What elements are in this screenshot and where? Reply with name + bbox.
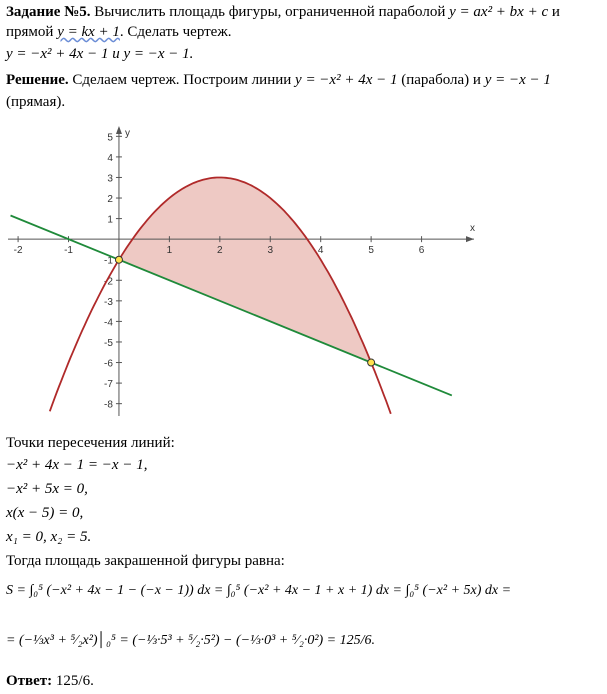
y-axis-arrow bbox=[116, 126, 122, 134]
x-tick-label: 4 bbox=[317, 245, 324, 257]
task-label: Задание №5. bbox=[6, 4, 91, 20]
x-axis-arrow bbox=[466, 236, 474, 242]
shaded-area bbox=[119, 178, 371, 363]
x-tick-label: -1 bbox=[64, 245, 73, 257]
points-eq2: −x² + 5x = 0, bbox=[6, 481, 88, 497]
points-eq3: x(x − 5) = 0, bbox=[6, 505, 84, 521]
solution-line: y = −x − 1 bbox=[484, 72, 551, 88]
solution-line-1 bbox=[6, 70, 551, 90]
y-tick-label: -1 bbox=[104, 255, 113, 267]
y-tick-label: -8 bbox=[104, 399, 113, 411]
function-graph bbox=[0, 120, 480, 420]
y-tick-label: -6 bbox=[104, 358, 113, 370]
area-formula-2: = (−⅓x³ + ⁵⁄₂x²)│₀⁵ = (−⅓·5³ + ⁵⁄₂·5²) − (−⅓·0³ + ⁵⁄₂·0²) = 125/6. bbox=[6, 633, 376, 648]
points-title: Точки пересечения линий: bbox=[6, 435, 175, 451]
task-text-b: и bbox=[548, 4, 560, 20]
y-tick-label: 1 bbox=[107, 214, 113, 226]
solution-text-b: (парабола) и bbox=[397, 72, 485, 88]
y-tick-label: -2 bbox=[104, 276, 113, 288]
task-text-c: прямой bbox=[6, 24, 58, 40]
y-tick-label: 3 bbox=[107, 173, 113, 185]
x-tick-label: 5 bbox=[368, 245, 374, 257]
x-tick-label: 3 bbox=[267, 245, 274, 257]
area-title: Тогда площадь закрашенной фигуры равна: bbox=[6, 553, 285, 569]
solution-text-a: Сделаем чертеж. Построим линии bbox=[68, 72, 296, 88]
y-axis-label: y bbox=[124, 128, 130, 139]
task-line-1 bbox=[6, 2, 560, 22]
points-eq4: x₁ = 0, x₂ = 5. bbox=[6, 529, 92, 545]
answer-line bbox=[6, 670, 94, 692]
solution-parabola: y = −x² + 4x − 1 bbox=[295, 72, 398, 88]
answer-label: Ответ: bbox=[6, 673, 53, 689]
task-text-d: . Сделать чертеж. bbox=[119, 24, 232, 40]
y-tick-label: 4 bbox=[107, 152, 113, 164]
x-tick-label: 2 bbox=[217, 245, 223, 257]
task-text-a: Вычислить площадь фигуры, ограниченной параболой bbox=[90, 4, 450, 20]
x-tick-label: 6 bbox=[418, 245, 425, 257]
y-tick-label: -3 bbox=[104, 296, 113, 308]
solution-text-c: (прямая). bbox=[6, 94, 66, 110]
answer-value: 125/6. bbox=[52, 673, 94, 689]
y-tick-label: 2 bbox=[107, 194, 113, 206]
y-tick-label: -4 bbox=[104, 317, 113, 329]
task-parabola-general: y = ax² + bx + c bbox=[449, 4, 549, 20]
task-line-2 bbox=[6, 22, 231, 42]
y-tick-label: -5 bbox=[104, 337, 113, 349]
x-tick-label: -2 bbox=[13, 245, 23, 257]
solution-label: Решение. bbox=[6, 72, 69, 88]
y-tick-label: 5 bbox=[107, 132, 113, 144]
task-line-general: y = kx + 1 bbox=[57, 24, 120, 40]
intersection-point bbox=[115, 256, 122, 263]
points-eq1: −x² + 4x − 1 = −x − 1, bbox=[6, 457, 148, 473]
area-formula-1: S = ∫₀⁵ (−x² + 4x − 1 − (−x − 1)) dx = ∫₀⁵ (−x² + 4x − 1 + x + 1) dx = ∫₀⁵ (−x² + 5x) dx = bbox=[6, 583, 512, 598]
y-tick-label: -7 bbox=[104, 379, 113, 391]
task-functions: y = −x² + 4x − 1 и y = −x − 1. bbox=[6, 46, 194, 62]
intersection-point bbox=[368, 359, 375, 366]
x-tick-label: 1 bbox=[166, 245, 173, 257]
x-axis-label: x bbox=[470, 223, 475, 235]
